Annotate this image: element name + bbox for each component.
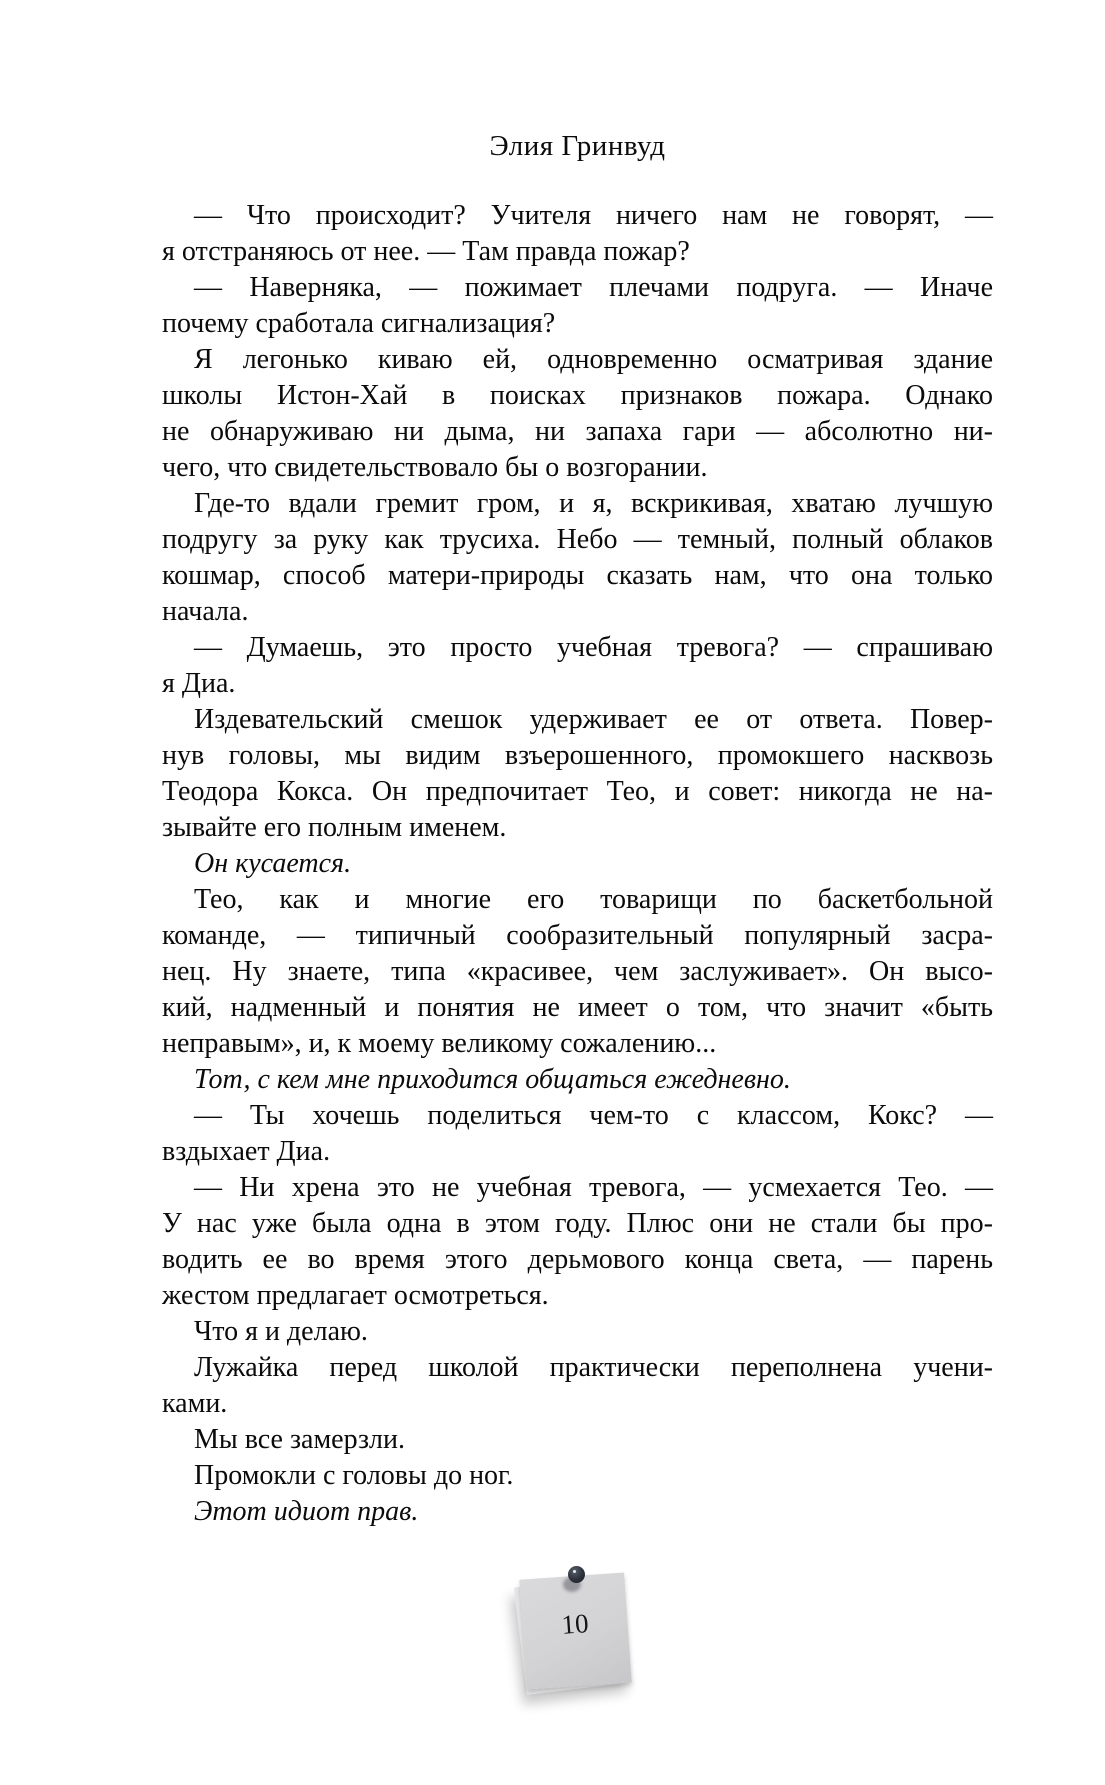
paragraph (162, 1062, 993, 1098)
text-line: Я легонько киваю ей, одновременно осматривая здание (194, 344, 993, 375)
text-line: Издевательский смешок удерживает ее от ответа. Повер- (194, 704, 993, 735)
text-line: — Наверняка, — пожимает плечами подруга. — Иначе (194, 272, 993, 303)
text-line: команде, — типичный сообразительный популярный засра- (162, 920, 993, 951)
paragraph (162, 1458, 993, 1494)
text-line: — Ты хочешь поделиться чем-то с классом, Кокс? — (194, 1100, 993, 1131)
text-line: зывайте его полным именем. (162, 812, 507, 843)
paragraph (162, 198, 993, 270)
text-line: водить ее во время этого дерьмового конца света, — парень (162, 1244, 993, 1275)
paragraph (162, 1170, 993, 1314)
text-line: Что я и делаю. (194, 1316, 368, 1347)
text-line: школы Истон-Хай в поисках признаков пожара. Однако (162, 380, 993, 411)
paragraph (162, 270, 993, 342)
text-line: Тот, с кем мне приходится общаться ежедневно. (194, 1064, 791, 1095)
text-line: Этот идиот прав. (194, 1496, 419, 1527)
text-line: начала. (162, 596, 249, 627)
text-line: кий, надменный и понятия не имеет о том, что значит «быть (162, 992, 993, 1023)
pushpin-icon (568, 1566, 585, 1583)
text-line: жестом предлагает осмотреться. (162, 1280, 549, 1311)
paragraph (162, 630, 993, 702)
paragraph (162, 846, 993, 882)
paragraph (162, 1422, 993, 1458)
text-content (162, 198, 993, 1530)
text-line: — Думаешь, это просто учебная тревога? — спрашиваю (194, 632, 993, 663)
text-line: кошмар, способ матери-природы сказать нам, что она только (162, 560, 993, 591)
text-line: нув головы, мы видим взъерошенного, промокшего насквозь (162, 740, 993, 771)
paragraph (162, 342, 993, 486)
paragraph (162, 1314, 993, 1350)
paragraph (162, 1494, 993, 1530)
text-line: — Ни хрена это не учебная тревога, — усмехается Тео. — (194, 1172, 993, 1203)
paragraph (162, 1350, 993, 1422)
text-line: Мы все замерзли. (194, 1424, 405, 1455)
text-line: неправым», и, к моему великому сожалению... (162, 1028, 717, 1059)
text-line: ками. (162, 1388, 228, 1419)
text-line: Он кусается. (194, 848, 352, 879)
page-header (162, 128, 993, 164)
paragraph (162, 486, 993, 630)
text-line: подругу за руку как трусиха. Небо — темный, полный облаков (162, 524, 993, 555)
text-line: Лужайка перед школой практически переполнена учени- (194, 1352, 993, 1383)
paragraph (162, 702, 993, 846)
text-line: не обнаруживаю ни дыма, ни запаха гари — абсолютно ни- (162, 416, 993, 447)
text-line: чего, что свидетельствовало бы о возгорании. (162, 452, 708, 483)
text-line: Тео, как и многие его товарищи по баскетбольной (194, 884, 993, 915)
text-line: У нас уже была одна в этом году. Плюс они не стали бы про- (162, 1208, 993, 1239)
paragraph (162, 1098, 993, 1170)
text-line: Где-то вдали гремит гром, и я, вскрикивая, хватаю лучшую (194, 488, 993, 519)
text-line: Теодора Кокса. Он предпочитает Тео, и совет: никогда не на- (162, 776, 993, 807)
page-number-note (519, 1568, 635, 1698)
text-line: нец. Ну знаете, типа «красивее, чем заслуживает». Он высо- (162, 956, 993, 987)
text-line: я отстраняюсь от нее. — Там правда пожар? (162, 236, 690, 267)
text-line: — Что происходит? Учителя ничего нам не говорят, — (194, 200, 993, 231)
text-line: почему сработала сигнализация? (162, 308, 556, 339)
text-line: вздыхает Диа. (162, 1136, 331, 1167)
page-number: 10 (560, 1608, 590, 1640)
text-line: я Диа. (162, 668, 236, 699)
paragraph (162, 882, 993, 1062)
text-line: Промокли с головы до ног. (194, 1460, 514, 1491)
author-name: Элия Гринвуд (489, 130, 666, 162)
